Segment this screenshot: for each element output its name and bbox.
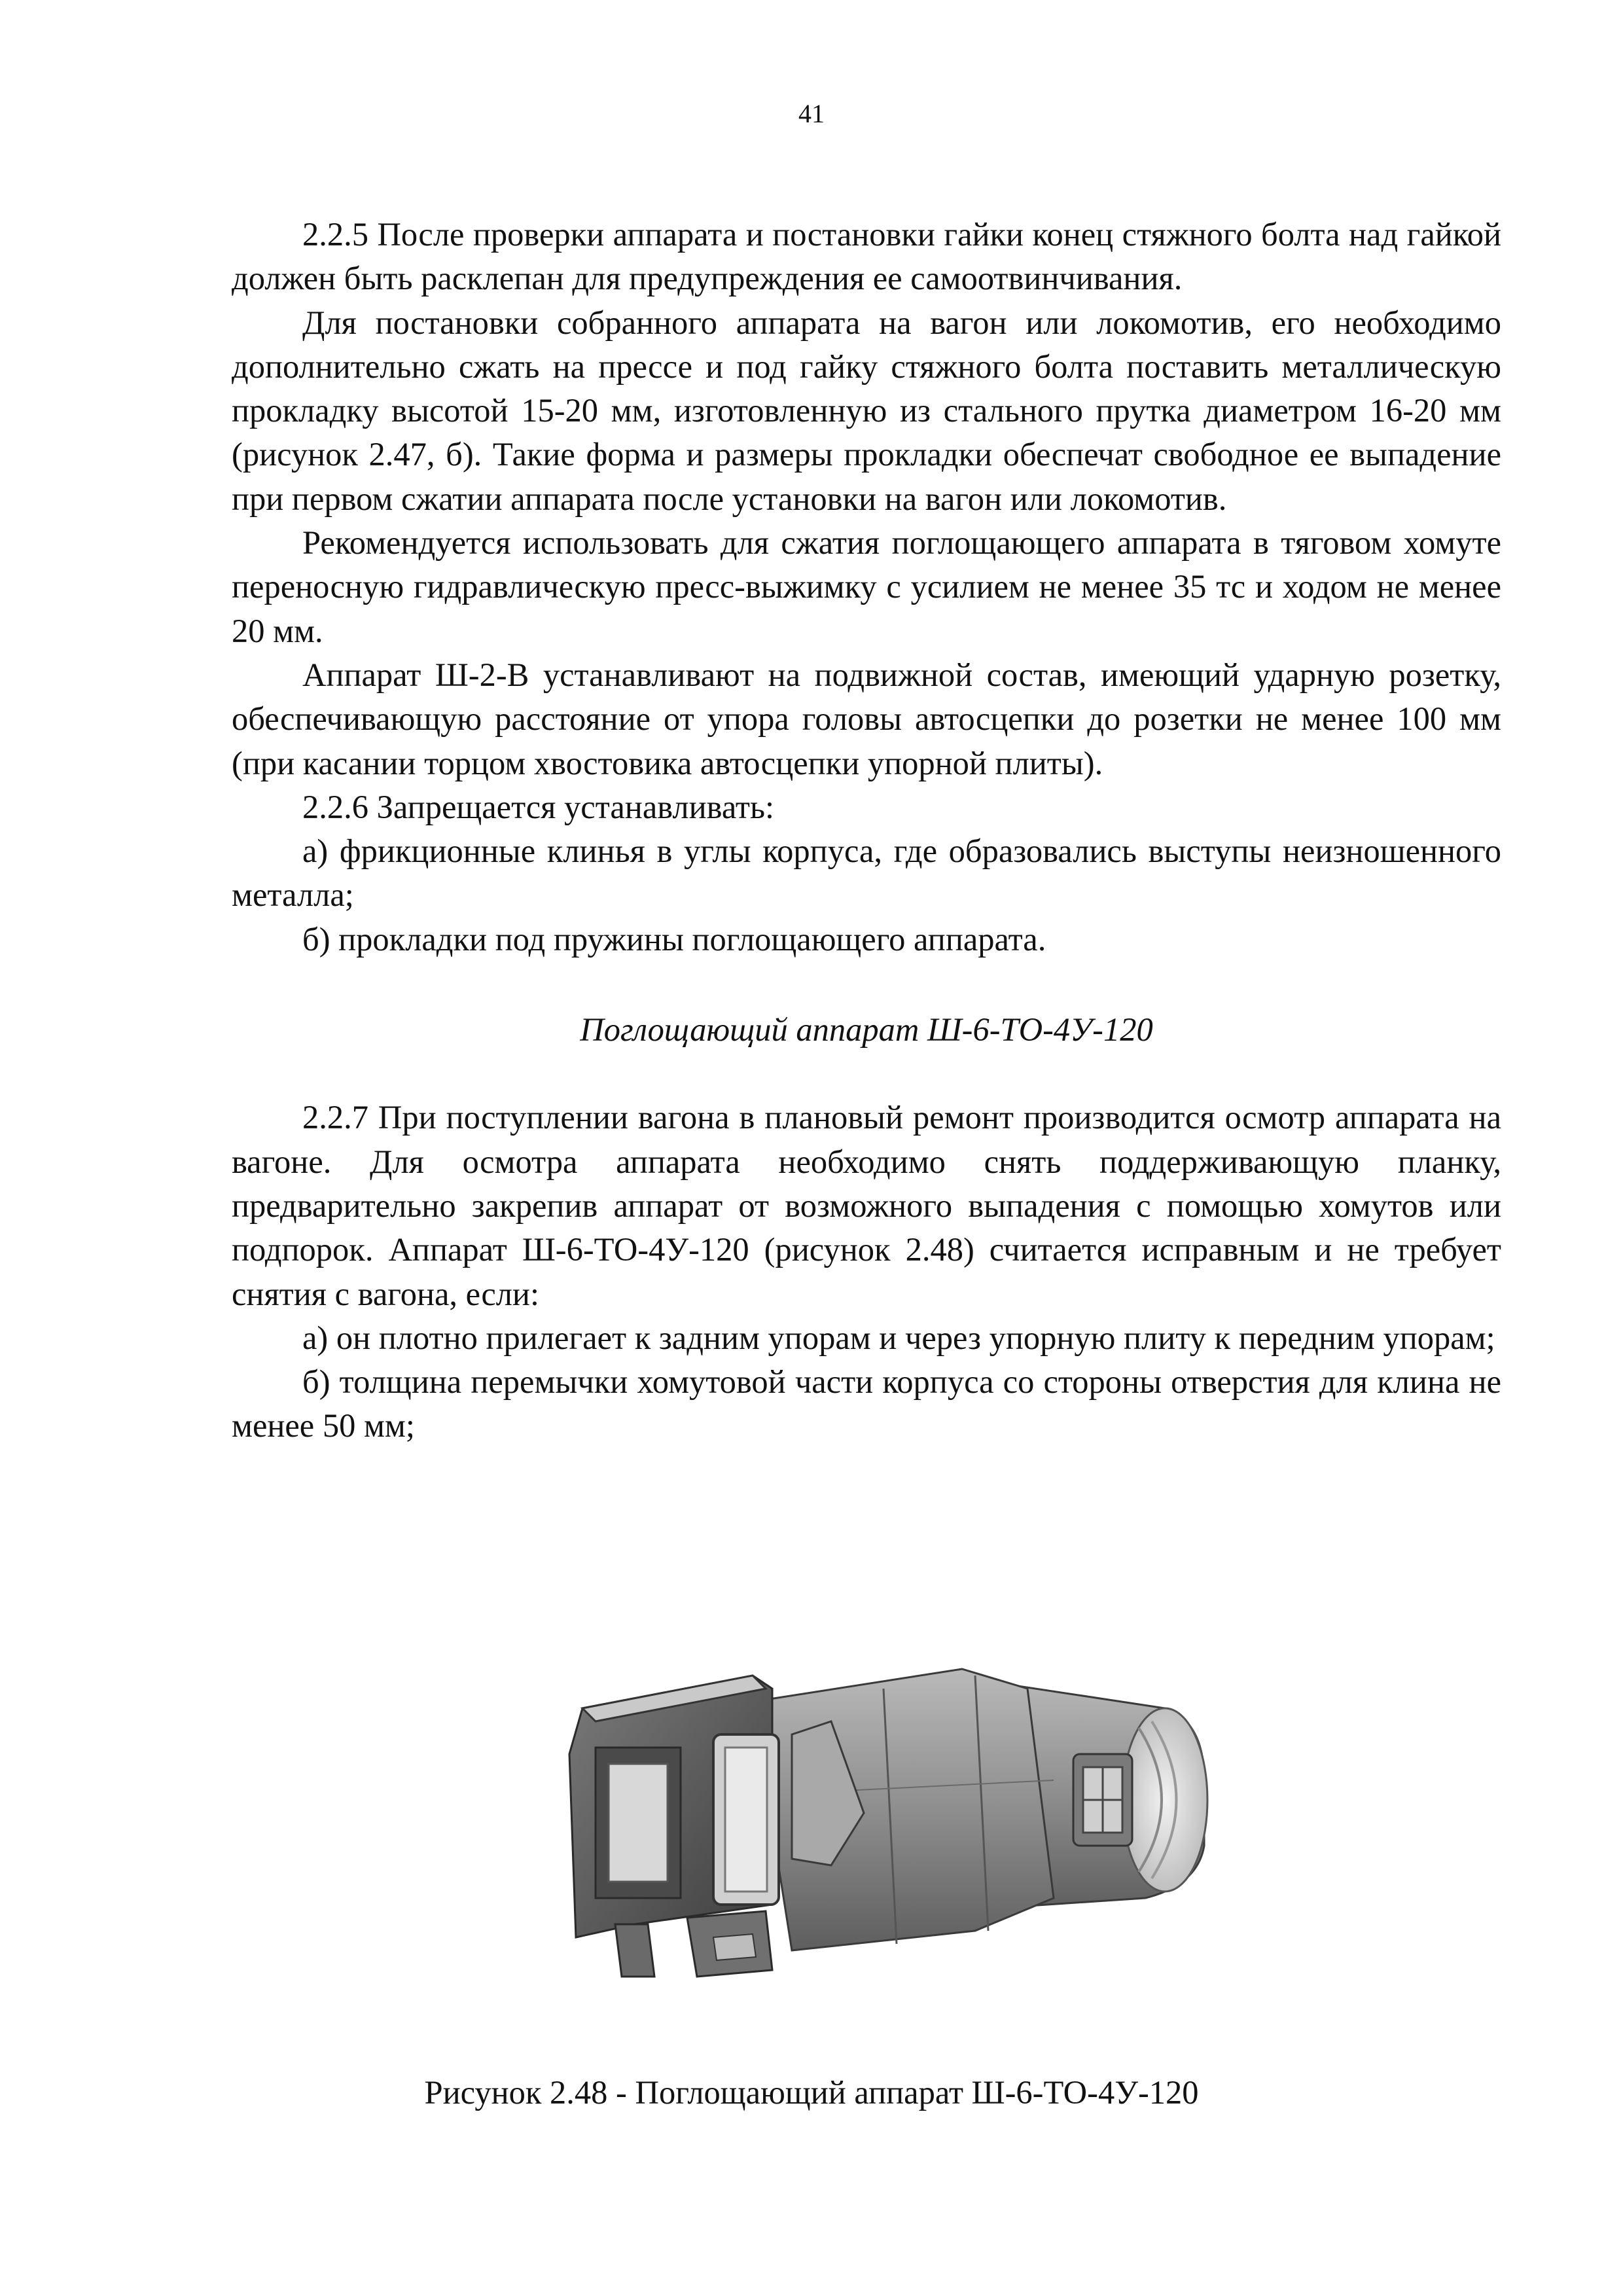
paragraph: б) толщина перемычки хомутовой части корпуса со стороны отверстия для клина не менее 50 мм; (232, 1363, 1501, 1444)
paragraph: 2.2.5 После проверки аппарата и постановки гайки конец стяжного болта над гайкой должен быть расклепан для предупреждения ее самоотвинчивания. (232, 216, 1501, 297)
figure-caption: Рисунок 2.48 - Поглощающий аппарат Ш-6-ТО-4У-120 (424, 2074, 1199, 2111)
body-text (232, 213, 1501, 1448)
paragraph: Аппарат Ш-2-В устанавливают на подвижной состав, имеющий ударную розетку, обеспечивающую расстояние от упора головы автосцепки до розетки не менее 100 мм (при касании торцом хвостовика автосцепки упорной плиты). (232, 656, 1501, 781)
draft-gear-3d-figure (556, 1649, 1257, 2016)
paragraph: а) он плотно прилегает к задним упорам и через упорную плиту к передним упорам; (302, 1319, 1495, 1356)
paragraph: а) фрикционные клинья в углы корпуса, где образовались выступы неизношенного металла; (232, 833, 1501, 914)
paragraph: б) прокладки под пружины поглощающего аппарата. (302, 920, 1046, 958)
section-subheading: Поглощающий аппарат Ш-6-ТО-4У-120 (580, 1011, 1153, 1049)
paragraph: 2.2.6 Запрещается устанавливать: (302, 788, 775, 825)
paragraph: 2.2.7 При поступлении вагона в плановый ремонт производится осмотр аппарата на вагоне. Для осмотра аппарата необходимо снять поддерживающую планку, предварительно закрепив аппарат от возможного выпадения с помощью хомутов или подпорок. Аппарат Ш-6-ТО-4У-120 (рисунок 2.48) считается исправным и не требует снятия с вагона, если: (232, 1099, 1501, 1312)
paragraph: Рекомендуется использовать для сжатия поглощающего аппарата в тяговом хомуте переносную гидравлическую пресс-выжимку с усилием не менее 35 тс и ходом не менее 20 мм. (232, 524, 1501, 649)
page-number: 41 (798, 99, 825, 128)
paragraph: Для постановки собранного аппарата на вагон или локомотив, его необходимо дополнительно сжать на прессе и под гайку стяжного болта поставить металлическую прокладку высотой 15-20 мм, изготовленную из стального прутка диаметром 16-20 мм (рисунок 2.47, б). Такие форма и размеры прокладки обеспечат свободное ее выпадение при первом сжатии аппарата после установки на вагон или локомотив. (232, 304, 1501, 517)
